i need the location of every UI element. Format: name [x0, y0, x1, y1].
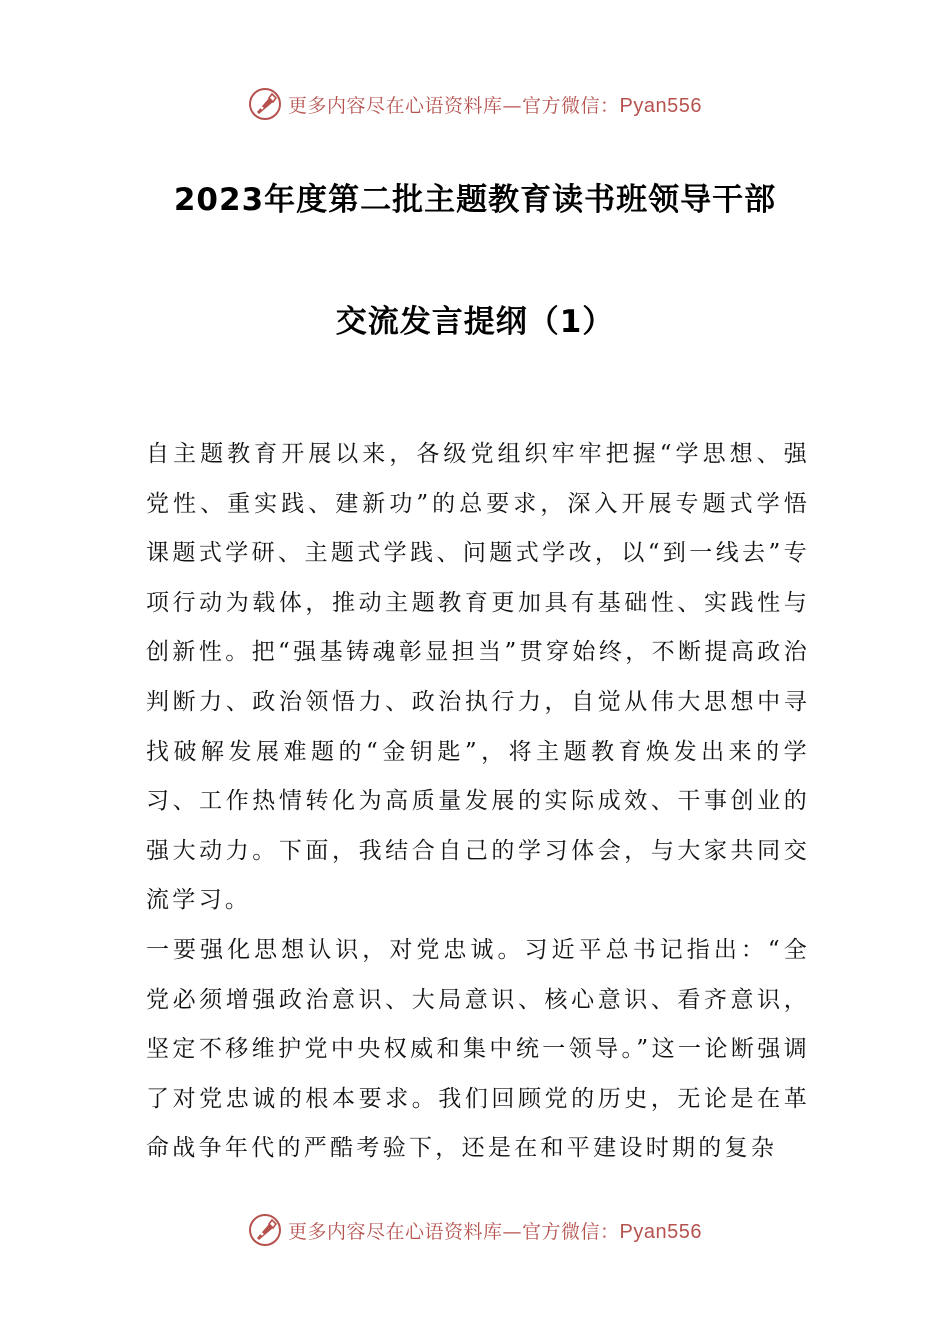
header-watermark — [0, 84, 950, 124]
body-paragraph-1: 自主题教育开展以来，各级党组织牢牢把握“学思想、强党性、重实践、建新功”的总要求，深入开展专题式学悟课题式学研、主题式学践、问题式学改，以“到一线去”专项行动为载体，推动主题教育更加具有基础性、实践性与创新性。把“强基铸魂彰显担当”贯穿始终，不断提高政治判断力、政治领悟力、政治执行力，自觉从伟大思想中寻找破解发展难题的“金钥匙”，将主题教育焕发出来的学习、工作热情转化为高质量发展的实际成效、干事创业的强大动力。下面，我结合自己的学习体会，与大家共同交流学习。 — [146, 441, 810, 914]
body-paragraph-2: 一要强化思想认识，对党忠诚。习近平总书记指出：“全党必须增强政治意识、大局意识、核心意识、看齐意识，坚定不移维护党中央权威和集中统一领导。”这一论断强调了对党忠诚的根本要求。我们回顾党的历史，无论是在革命战争年代的严酷考验下，还是在和平建设时期的复杂 — [146, 936, 810, 1162]
pen-nib-logo-icon — [248, 87, 282, 121]
footer-watermark — [0, 1210, 950, 1250]
watermark-handle: Pyan556 — [619, 94, 702, 117]
watermark-handle: Pyan556 — [619, 1220, 702, 1243]
pen-nib-logo-icon — [248, 1213, 282, 1247]
document-body — [146, 430, 810, 1174]
watermark-text: 更多内容尽在心语资料库—官方微信：Pyan556 — [288, 94, 702, 117]
document-title-line-1: 2023年度第二批主题教育读书班领导干部 — [173, 182, 777, 218]
watermark-text: 更多内容尽在心语资料库—官方微信：Pyan556 — [288, 1220, 702, 1243]
document-title-line-2: 交流发言提纲（1） — [335, 304, 615, 340]
